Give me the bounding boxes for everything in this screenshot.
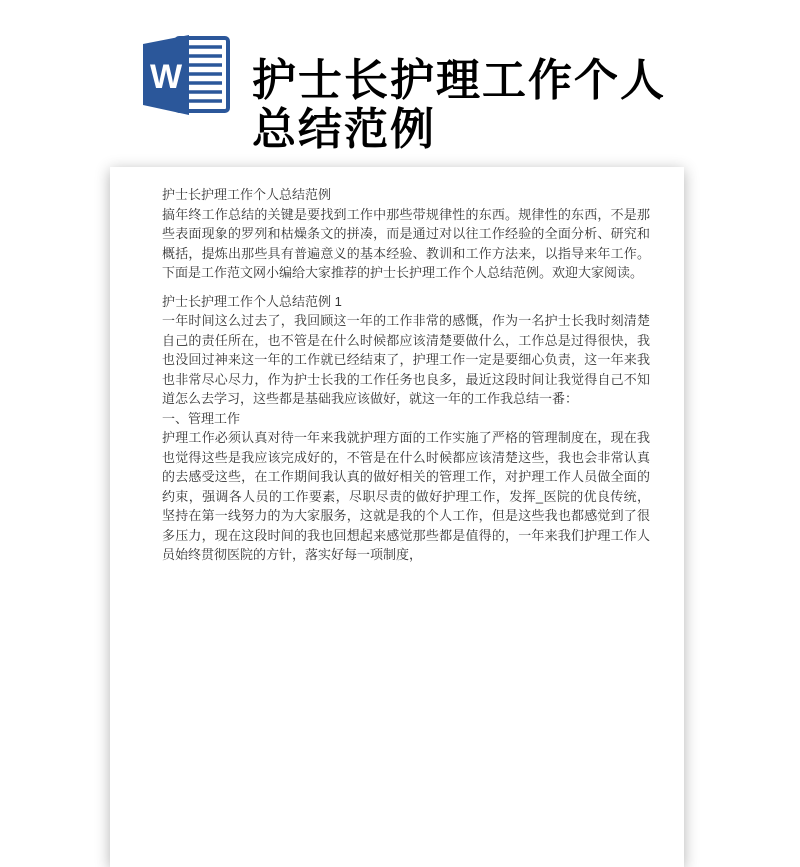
document-body [162,185,650,565]
page-title: 护士长护理工作个人总结范例 [252,56,666,155]
word-w-letter: W [149,58,183,96]
document-text-lines [186,47,222,101]
paragraph: 一年时间这么过去了，我回顾这一年的工作非常的感慨，作为一名护士长我时刻清楚自己的责任所在，也不管是在什么时候都应该清楚要做什么，工作总是过得很快，我也没回过神来这一年的工作就已经结束了，护理工作一定是要细心负责，这一年来我也非常尽心尽力，作为护士长我的工作任务也良多，最近这段时间让我觉得自己不知道怎么去学习，这些都是基础我应该做好，就这一年的工作我总结一番： [162,313,650,406]
page-header [0,0,800,155]
paragraph: 一、管理工作 [162,410,241,426]
paragraph: 搞年终工作总结的关键是要找到工作中那些带规律性的东西。规律性的东西，不是那些表面现象的罗列和枯燥条文的拼凑，而是通过对以往工作经验的全面分析、研究和概括，提炼出那些具有普遍意义的基本经验、教训和工作方法来，以指导来年工作。下面是工作范文网小编给大家推荐的护士长护理工作个人总结范例。欢迎大家阅读。 [162,206,650,280]
document-preview-card[interactable] [110,167,684,867]
word-document-icon [140,32,232,118]
paragraph: 护士长护理工作个人总结范例 [162,187,332,202]
paragraph: 护士长护理工作个人总结范例 1 [162,293,342,309]
paragraph: 护理工作必须认真对待一年来我就护理方面的工作实施了严格的管理制度在，现在我也觉得这些是我应该完成好的，不管是在什么时候都应该清楚这些，我也会非常认真的去感受这些，在工作期间我认真的做好相关的管理工作，对护理工作人员做全面的约束，强调各人员的工作要素，尽职尽责的做好护理工作，发挥_医院的优良传统，坚持在第一线努力的为大家服务，这就是我的个人工作，但是这些我也都感觉到了很多压力，现在这段时间的我也回想起来感觉那些都是值得的，一年来我们护理工作人员始终贯彻医院的方针，落实好每一项制度， [162,430,650,562]
